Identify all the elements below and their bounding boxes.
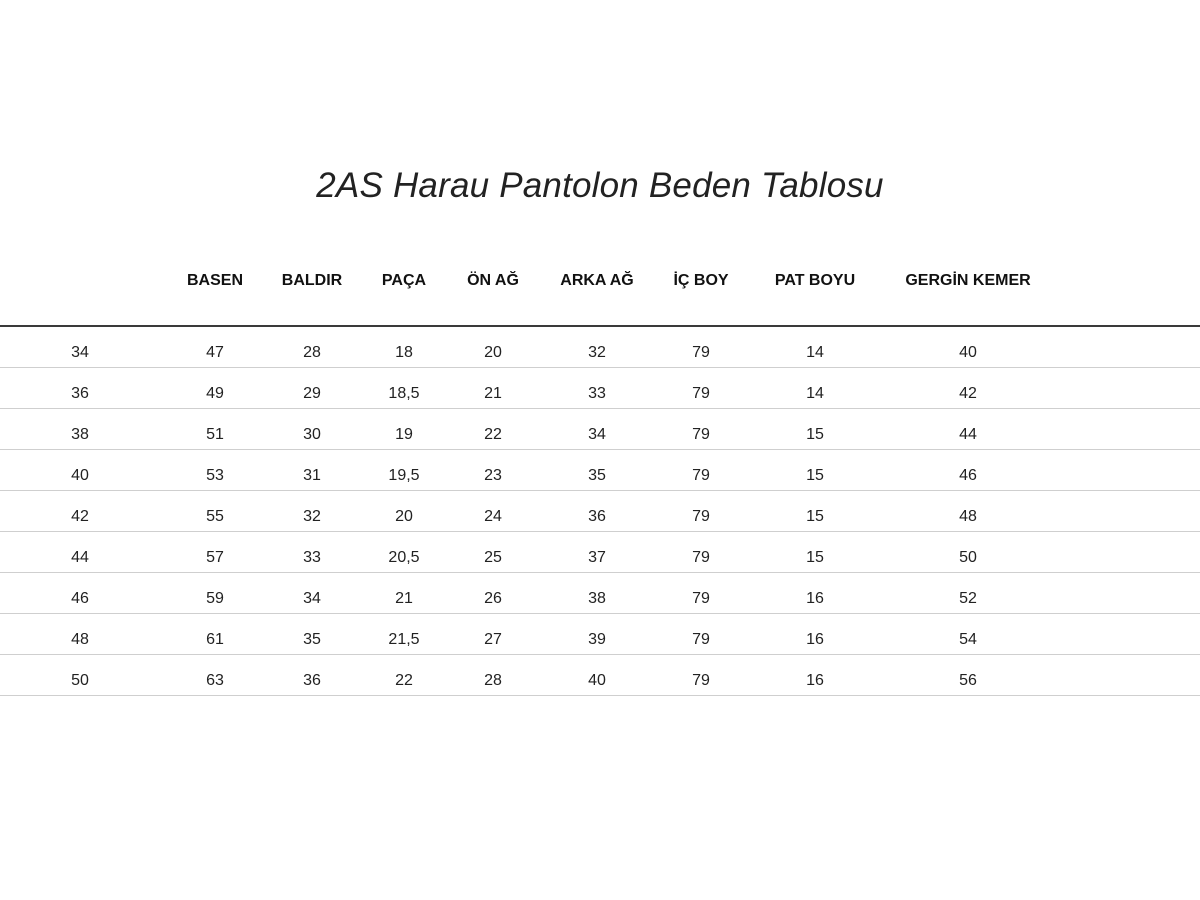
table-cell: 15	[806, 508, 824, 525]
size-cell: 50	[71, 672, 89, 689]
table-cell: 56	[959, 672, 977, 689]
table-row	[0, 409, 1200, 450]
table-cell: 36	[588, 508, 606, 525]
table-cell: 79	[692, 508, 710, 525]
table-cell: 28	[303, 344, 321, 361]
table-cell: 33	[588, 385, 606, 402]
table-cell: 47	[206, 344, 224, 361]
table-row	[0, 532, 1200, 573]
table-cell: 24	[484, 508, 502, 525]
table-cell: 34	[588, 426, 606, 443]
table-row	[0, 614, 1200, 655]
table-cell: 63	[206, 672, 224, 689]
table-cell: 36	[303, 672, 321, 689]
table-cell: 79	[692, 385, 710, 402]
table-cell: 79	[692, 549, 710, 566]
table-cell: 16	[806, 631, 824, 648]
table-cell: 18,5	[388, 385, 420, 402]
table-cell: 15	[806, 426, 824, 443]
table-cell: 18	[395, 344, 413, 361]
size-cell: 46	[71, 590, 89, 607]
size-cell: 42	[71, 508, 89, 525]
table-cell: 22	[484, 426, 502, 443]
column-header-on-ag: ÖN AĞ	[467, 272, 519, 289]
table-cell: 14	[806, 344, 824, 361]
table-cell: 53	[206, 467, 224, 484]
table-cell: 21	[484, 385, 502, 402]
table-cell: 79	[692, 426, 710, 443]
table-cell: 19	[395, 426, 413, 443]
table-cell: 20	[484, 344, 502, 361]
table-cell: 34	[303, 590, 321, 607]
table-cell: 27	[484, 631, 502, 648]
table-row	[0, 655, 1200, 696]
table-cell: 23	[484, 467, 502, 484]
table-cell: 42	[959, 385, 977, 402]
table-cell: 31	[303, 467, 321, 484]
table-cell: 35	[588, 467, 606, 484]
size-cell: 40	[71, 467, 89, 484]
table-cell: 48	[959, 508, 977, 525]
table-cell: 51	[206, 426, 224, 443]
table-cell: 15	[806, 549, 824, 566]
column-header-arka-ag: ARKA AĞ	[560, 272, 634, 289]
table-cell: 55	[206, 508, 224, 525]
table-cell: 49	[206, 385, 224, 402]
table-header	[0, 272, 1200, 296]
table-cell: 35	[303, 631, 321, 648]
table-cell: 61	[206, 631, 224, 648]
table-cell: 44	[959, 426, 977, 443]
column-header-basen: BASEN	[186, 272, 244, 289]
table-cell: 79	[692, 467, 710, 484]
table-cell: 29	[303, 385, 321, 402]
table-row	[0, 327, 1200, 368]
page-title: 2AS Harau Pantolon Beden Tablosu	[316, 166, 884, 205]
table-cell: 21	[395, 590, 413, 607]
table-cell: 40	[959, 344, 977, 361]
table-row	[0, 368, 1200, 409]
table-cell: 79	[692, 344, 710, 361]
column-header-baldir: BALDIR	[281, 272, 343, 289]
table-cell: 79	[692, 672, 710, 689]
column-header-paca: PAÇA	[381, 272, 427, 289]
table-cell: 16	[806, 672, 824, 689]
table-cell: 32	[303, 508, 321, 525]
table-cell: 20,5	[388, 549, 420, 566]
column-header-gergin-kemer: GERGİN KEMER	[905, 272, 1031, 289]
size-cell: 34	[71, 344, 89, 361]
table-cell: 50	[959, 549, 977, 566]
table-cell: 20	[395, 508, 413, 525]
table-row	[0, 491, 1200, 532]
table-cell: 79	[692, 590, 710, 607]
table-cell: 16	[806, 590, 824, 607]
table-cell: 30	[303, 426, 321, 443]
table-row	[0, 450, 1200, 491]
table-cell: 26	[484, 590, 502, 607]
table-cell: 19,5	[388, 467, 420, 484]
table-body	[0, 327, 1200, 696]
table-cell: 52	[959, 590, 977, 607]
size-cell: 36	[71, 385, 89, 402]
table-row	[0, 573, 1200, 614]
table-cell: 21,5	[388, 631, 420, 648]
size-cell: 44	[71, 549, 89, 566]
table-cell: 22	[395, 672, 413, 689]
table-cell: 57	[206, 549, 224, 566]
column-header-ic-boy: İÇ BOY	[673, 272, 729, 289]
table-cell: 15	[806, 467, 824, 484]
table-cell: 28	[484, 672, 502, 689]
table-cell: 46	[959, 467, 977, 484]
table-cell: 33	[303, 549, 321, 566]
size-cell: 38	[71, 426, 89, 443]
table-cell: 54	[959, 631, 977, 648]
table-cell: 59	[206, 590, 224, 607]
table-cell: 38	[588, 590, 606, 607]
table-cell: 79	[692, 631, 710, 648]
table-cell: 40	[588, 672, 606, 689]
table-cell: 25	[484, 549, 502, 566]
table-cell: 39	[588, 631, 606, 648]
column-header-pat-boyu: PAT BOYU	[774, 272, 856, 289]
size-cell: 48	[71, 631, 89, 648]
table-cell: 37	[588, 549, 606, 566]
table-cell: 14	[806, 385, 824, 402]
table-cell: 32	[588, 344, 606, 361]
